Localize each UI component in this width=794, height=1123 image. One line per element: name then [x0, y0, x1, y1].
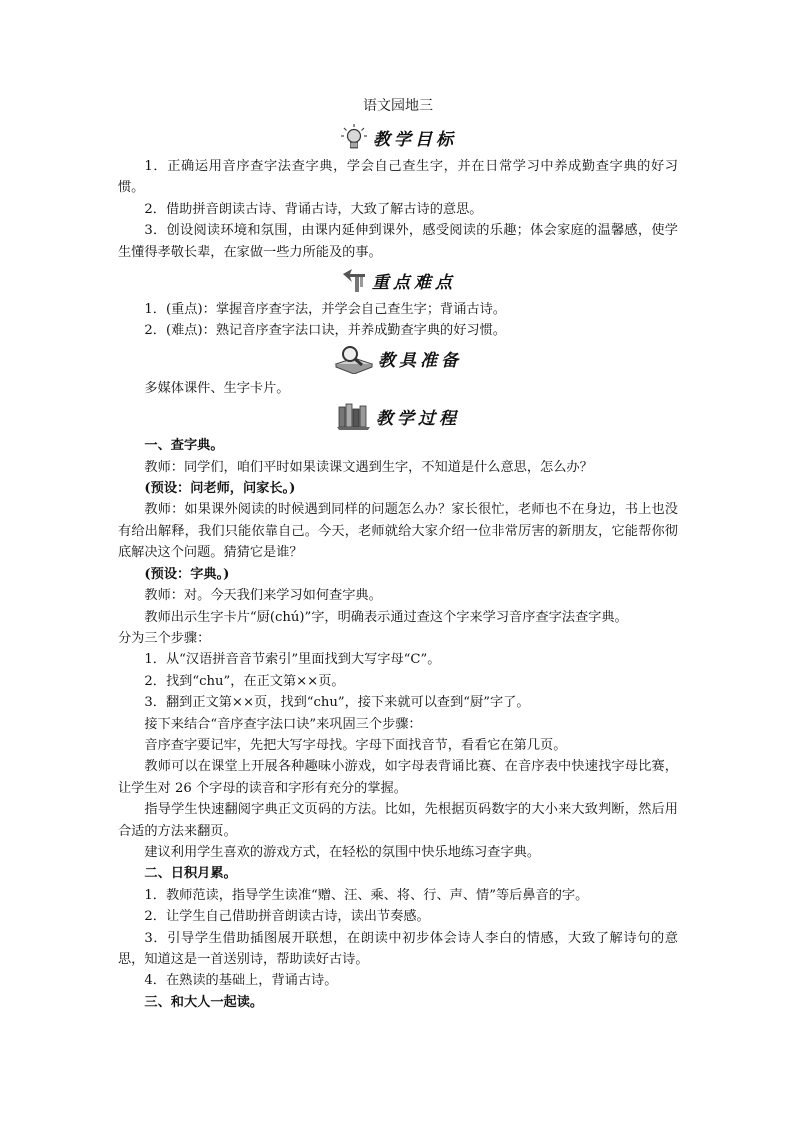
- objective-item: 3．创设阅读环境和氛围，由课内延伸到课外，感受阅读的乐趣；体会家庭的温馨感，使学生懂得孝敬长辈，在家做一些力所能及的事。: [118, 223, 678, 260]
- process-paragraph: 教师出示生字卡片“厨(chú)”字，明确表示通过查这个字来学习音序查字法查字典。: [144, 609, 628, 625]
- lightbulb-icon: [339, 123, 369, 151]
- objective-item: 2．借助拼音朗读古诗、背诵古诗，大致了解古诗的意思。: [144, 201, 483, 217]
- books-icon: [336, 401, 372, 431]
- section-heading-label: 教学目标: [373, 129, 457, 150]
- keypoint-item: 2．(难点)：熟记音序查字法口诀，并养成勤查字典的好习惯。: [144, 323, 506, 339]
- process-step: 2．让学生自己借助拼音朗读古诗，读出节奏感。: [144, 909, 430, 925]
- section-heading-process: [118, 401, 678, 431]
- process-paragraph: 接下来结合“音序查字法口诀”来巩固三个步骤：: [144, 716, 422, 732]
- preparation-item: 多媒体课件、生字卡片。: [144, 380, 290, 396]
- process-preset: (预设：字典。): [144, 566, 230, 582]
- process-paragraph: 教师：同学们，咱们平时如果读课文遇到生字，不知道是什么意思，怎么办？: [144, 459, 593, 475]
- keypoint-item: 1．(重点)：掌握音序查字法，并学会自己查生字；背诵古诗。: [144, 302, 506, 318]
- process-step: 2．找到“chu”，在正文第××页。: [144, 673, 345, 689]
- process-step: 1．教师范读，指导学生读准“赠、汪、乘、将、行、声、情”等后鼻音的字。: [144, 887, 589, 903]
- process-paragraph: 分为三个步骤：: [118, 630, 211, 646]
- process-heading: 三、和大人一起读。: [144, 994, 264, 1010]
- process-paragraph: 指导学生快速翻阅字典正文页码的方法。比如，先根据页码数字的大小来大致判断，然后用合适的方法来翻页。: [118, 802, 678, 839]
- process-heading: 一、查字典。: [144, 438, 224, 454]
- process-heading: 二、日积月累。: [144, 866, 237, 882]
- process-paragraph: 建议利用学生喜欢的游戏方式，在轻松的氛围中快乐地练习查字典。: [144, 844, 541, 860]
- document-title: 语文园地三: [363, 98, 433, 114]
- objective-item: 1．正确运用音序查字法查字典，学会自己查生字，并在日常学习中养成勤查字典的好习惯。: [118, 159, 678, 196]
- process-preset: (预设：问老师，问家长。): [144, 481, 296, 497]
- process-step: 3．引导学生借助插图展开联想，在朗读中初步体会诗人李白的情感，大致了解诗句的意思，知道这是一首送别诗，帮助读好古诗。: [118, 930, 678, 967]
- key-point-icon: [340, 266, 368, 294]
- process-paragraph: 教师可以在课堂上开展各种趣味小游戏，如字母表背诵比赛、在音序表中快速找字母比赛，让学生对 26 个字母的读音和字形有充分的掌握。: [118, 759, 678, 796]
- process-paragraph: 音序查字要记牢，先把大写字母找。字母下面找音节，看看它在第几页。: [144, 737, 567, 753]
- process-paragraph: 教师：如果课外阅读的时候遇到同样的问题怎么办？家长很忙，老师也不在身边，书上也没有给出解释，我们只能依靠自己。今天，老师就给大家介绍一位非常厉害的新朋友，它能帮你彻底解决这个问题。猜猜它是谁？: [118, 502, 678, 561]
- document-page: [118, 96, 678, 1013]
- section-heading-label: 教学过程: [376, 408, 460, 429]
- process-step: 3．翻到正文第××页，找到“chu”，接下来就可以查到“厨”字了。: [144, 695, 530, 711]
- process-step: 1．从“汉语拼音音节索引”里面找到大写字母“C”。: [144, 652, 441, 668]
- section-heading-label: 教具准备: [378, 351, 462, 372]
- section-heading-objectives: [118, 122, 678, 152]
- process-step: 4．在熟读的基础上，背诵古诗。: [144, 973, 338, 989]
- magnifier-book-icon: [334, 344, 374, 374]
- section-heading-preparation: [118, 344, 678, 374]
- section-heading-keypoints: [118, 265, 678, 295]
- process-paragraph: 教师：对。今天我们来学习如何查字典。: [144, 588, 382, 604]
- section-heading-label: 重点难点: [372, 272, 456, 293]
